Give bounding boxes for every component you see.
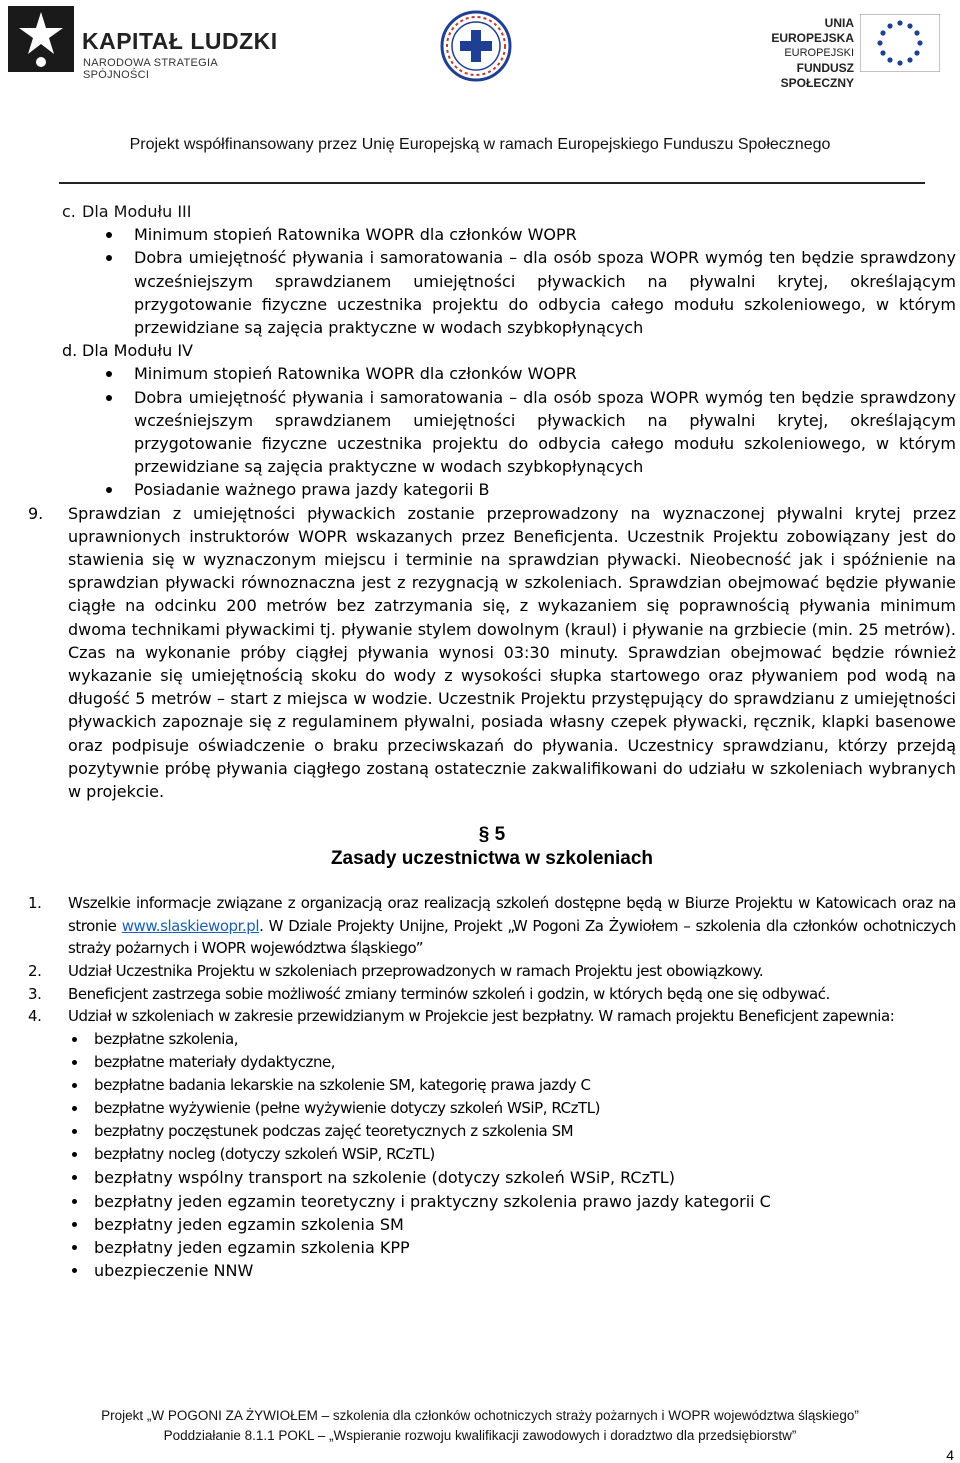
rule-item-4 [28, 1005, 956, 1028]
module-c-section [28, 200, 956, 339]
rule-item-3 [28, 983, 956, 1006]
list-item: Dobra umiejętność pływania i samoratowania – dla osób spoza WOPR wymóg ten będzie sprawdzony wcześniejszym sprawdzianem umiejętności pływackich na pływalni krytej, określającym przygotowanie fizyczne uczestnika projektu do odbycia całego modułu szkoleniowego, w którym przewidziane są zajęcia praktyczne w wodach szybkopłynących [82, 246, 956, 339]
benefits-list [28, 1028, 956, 1282]
section-5-heading [28, 823, 956, 871]
rule-number: 3. [28, 984, 42, 1003]
kapital-ludzki-title: KAPITAŁ LUDZKI [82, 28, 278, 54]
point-9-text: Sprawdzian z umiejętności pływackich zostanie przeprowadzony na wyznaczonej pływalni krytej przez uprawnionych instruktorów WOPR wskazanych przez Beneficjenta. Uczestnik Projektu zobowiązany jest do stawienia się w wyznaczonym miejscu i terminie na sprawdzian pływacki. Nieobecność jak i spóźnienie na sprawdzian pływacki równoznaczna jest z rezygnacją w szkoleniach. Sprawdzian obejmować będzie pływanie ciągłe na odcinku 200 metrów bez zatrzymania się, z wykazaniem się poprawnością pływania minimum dwoma technikami pływackimi tj. pływanie stylem dowolnym (kraul) i pływanie na grzbiecie (min. 25 metrów). Czas na wykonanie próby ciągłej pływania wynosi 03:30 minuty. Sprawdzian obejmować będzie również wykazanie się umiejętnością skoku do wody z wysokości słupka startowego oraz pływaniem pod wodą na długość 5 metrów – start z miejsca w wodzie. Uczestnik Projektu przystępujący do sprawdzianu z umiejętności pływackich zapoznaje się z regulaminem pływalni, posiada własny czepek pływacki, ręcznik, klapki basenowe oraz podpisuje oświadczenie o braku przeciwskazań do pływania. Uczestnicy sprawdzianu, którzy przejdą pozytywnie próbę pływania ciągłego zostaną ostatecznie zakwalifikowani do udziału w szkoleniach wybranych w projekcie. [68, 503, 956, 802]
page-number: 4 [946, 1447, 954, 1463]
rule-text: . W Dziale Projekty Unijne, Projekt „W Pogoni Za Żywiołem – szkolenia dla członków ochotniczych straży pożarnych i WOPR województwa śląskiego” [68, 916, 956, 958]
point-9-number: 9. [28, 503, 44, 523]
list-item: bezpłatne badania lekarskie na szkolenie SM, kategorię prawa jazdy C [28, 1074, 956, 1097]
rule-text: Wszelkie informacje związane z organizacją oraz realizacją szkoleń dostępne będą w Biurze Projektu w Katowicach oraz na stronie [68, 894, 956, 935]
module-c-heading [62, 200, 956, 223]
website-link[interactable]: www.slaskiewopr.pl [121, 916, 260, 935]
document-body [28, 200, 956, 1282]
kapital-ludzki-logo [8, 6, 278, 81]
page-header [0, 0, 960, 153]
rule-text: Udział w szkoleniach w zakresie przewidzianym w Projekcie jest bezpłatny. W ramach projektu Beneficjent zapewnia: [68, 1007, 895, 1026]
list-item: ubezpieczenie NNW [28, 1259, 956, 1282]
rule-text: Udział Uczestnika Projektu w szkoleniach przeprowadzonych w ramach Projektu jest obowiązkowy. [68, 962, 764, 981]
module-d-marker: d. [62, 341, 78, 361]
section-symbol: § 5 [478, 824, 506, 846]
rule-number: 2. [28, 962, 42, 981]
list-item: bezpłatny wspólny transport na szkolenie (dotyczy szkoleń WSiP, RCzTL) [28, 1166, 956, 1189]
module-d-title: Dla Modułu IV [82, 341, 193, 361]
module-d-requirements [82, 362, 956, 501]
point-9-paragraph [28, 502, 956, 804]
list-item: bezpłatne wyżywienie (pełne wyżywienie dotyczy szkoleń WSiP, RCzTL) [28, 1097, 956, 1120]
list-item: bezpłatny poczęstunek podczas zajęć teoretycznych z szkolenia SM [28, 1120, 956, 1143]
module-c-requirements [82, 223, 956, 339]
list-item: bezpłatne szkolenia, [28, 1028, 956, 1051]
list-item: bezpłatny jeden egzamin szkolenia KPP [28, 1236, 956, 1259]
eu-logo [740, 14, 950, 90]
list-item: bezpłatny jeden egzamin szkolenia SM [28, 1213, 956, 1236]
header-caption: Projekt współfinansowany przez Unię Europejską w ramach Europejskiego Funduszu Społecznego [129, 136, 831, 153]
list-item: Dobra umiejętność pływania i samoratowania – dla osób spoza WOPR wymóg ten będzie sprawdzony wcześniejszym sprawdzianem umiejętności pływackich na pływalni krytej, określającym przygotowanie fizyczne uczestnika projektu do odbycia całego modułu szkoleniowego, w którym przewidziane są zajęcia praktyczne w wodach szybkopłynących [82, 386, 956, 479]
module-c-marker: c. [62, 202, 76, 221]
module-d-heading [62, 339, 956, 362]
rule-item-1 [28, 892, 956, 960]
eu-flag-icon [860, 14, 940, 72]
module-d-section [28, 339, 956, 501]
participation-rules-list [28, 892, 956, 1282]
list-item: Minimum stopień Ratownika WOPR dla członków WOPR [82, 362, 956, 385]
rule-number: 4. [28, 1007, 42, 1026]
kapital-ludzki-emblem-icon [8, 6, 74, 72]
rule-number: 1. [28, 894, 42, 913]
list-item: Minimum stopień Ratownika WOPR dla członków WOPR [82, 223, 956, 246]
kapital-ludzki-subtitle: NARODOWA STRATEGIA SPÓJNOŚCI [83, 57, 218, 81]
page-footer [0, 1406, 960, 1446]
list-item: bezpłatny nocleg (dotyczy szkoleń WSiP, RCzTL) [28, 1143, 956, 1166]
footer-subaction-line: Poddziałanie 8.1.1 POKL – „Wspieranie rozwoju kwalifikacji zawodowych i doradztwo dla przedsiębiorstw” [163, 1428, 797, 1443]
wopr-emblem-icon [440, 10, 512, 82]
list-item: bezpłatny jeden egzamin teoretyczny i praktyczny szkolenia prawo jazdy kategorii C [28, 1190, 956, 1213]
module-c-title: Dla Modułu III [82, 202, 192, 221]
eu-fund-line1: EUROPEJSKI [784, 47, 854, 59]
rule-item-2 [28, 960, 956, 983]
section-title: Zasady uczestnictwa w szkoleniach [330, 848, 654, 870]
footer-project-line: Projekt „W POGONI ZA ŻYWIOŁEM – szkolenia dla członków ochotniczych straży pożarnych i WOPR województwa śląskiego” [101, 1408, 859, 1423]
list-item: bezpłatne materiały dydaktyczne, [28, 1051, 956, 1074]
rule-text: Beneficjent zastrzega sobie możliwość zmiany terminów szkoleń i godzin, w których będą one się odbywać. [68, 984, 830, 1003]
eu-name: UNIA EUROPEJSKA [771, 16, 854, 45]
header-divider [59, 182, 925, 184]
eu-fund-line2: FUNDUSZ SPOŁECZNY [780, 61, 854, 90]
list-item: Posiadanie ważnego prawa jazdy kategorii B [82, 478, 956, 501]
